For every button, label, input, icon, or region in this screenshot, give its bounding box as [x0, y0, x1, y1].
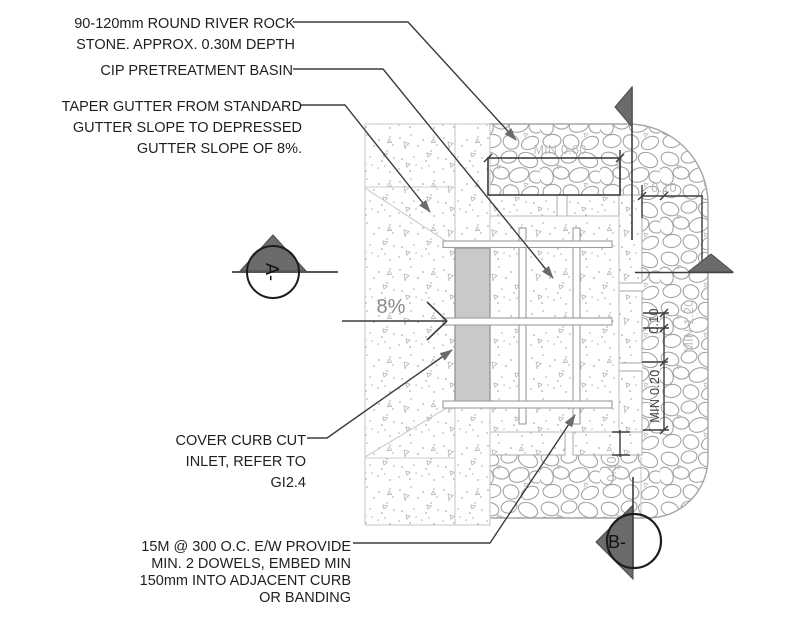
callout-dowels — [140, 539, 352, 606]
dim-min-120: MIN 1.20 — [682, 299, 696, 353]
curb-strip-top-right — [567, 195, 620, 216]
dim-min-060: MIN 0.60 — [533, 143, 587, 157]
section-marker-a — [232, 235, 338, 298]
dim-010-mid: 0.10 — [647, 308, 661, 334]
curb-strip-right-1 — [619, 195, 642, 283]
callout-line: OR BANDING — [259, 590, 351, 606]
rebar-vertical-1 — [519, 228, 526, 424]
callout-line: GI2.4 — [270, 475, 306, 491]
curb-strip-bottom-right — [573, 432, 642, 455]
section-b-flag-icon — [615, 87, 632, 127]
rebar-vertical-2 — [573, 228, 580, 424]
curb-strip-right-3 — [619, 371, 642, 432]
callout-line: CIP PRETREATMENT BASIN — [100, 63, 293, 79]
callout-line: STONE. APPROX. 0.30M DEPTH — [76, 37, 295, 53]
callout-line: 15M @ 300 O.C. E/W PROVIDE — [141, 539, 351, 555]
callout-line: INLET, REFER TO — [185, 454, 306, 470]
callout-line: GUTTER SLOPE TO DEPRESSED — [72, 120, 302, 136]
callout-cover-curb — [175, 433, 306, 491]
callout-line: 90-120mm ROUND RIVER ROCK — [74, 16, 295, 32]
callout-taper-gutter — [62, 99, 302, 157]
rebar-horizontal-2 — [443, 318, 612, 325]
callout-river-rock — [74, 16, 295, 53]
callout-cip-basin — [100, 63, 293, 79]
curb-strip-right-2 — [619, 291, 642, 363]
callout-line: TAPER GUTTER FROM STANDARD — [61, 99, 302, 115]
callout-line: COVER CURB CUT — [175, 433, 306, 449]
callout-line: 150mm INTO ADJACENT CURB — [139, 573, 351, 589]
curb-strip-bottom-left — [490, 432, 565, 455]
leader-river-rock — [293, 22, 516, 140]
rebar-horizontal-3 — [443, 401, 612, 408]
section-a-label: A- — [262, 263, 282, 281]
callout-line: GUTTER SLOPE OF 8%. — [136, 141, 302, 157]
slope-label: 8% — [376, 296, 406, 318]
dim-010-top: 0.10 — [651, 181, 677, 195]
dim-min-020: MIN 0.20 — [648, 369, 662, 423]
gutter-panel-left — [365, 124, 455, 525]
section-b-label: B- — [608, 532, 626, 552]
dim-010-bottom: 0.10 — [605, 456, 619, 482]
callout-line: MIN. 2 DOWELS, EMBED MIN — [151, 556, 351, 572]
